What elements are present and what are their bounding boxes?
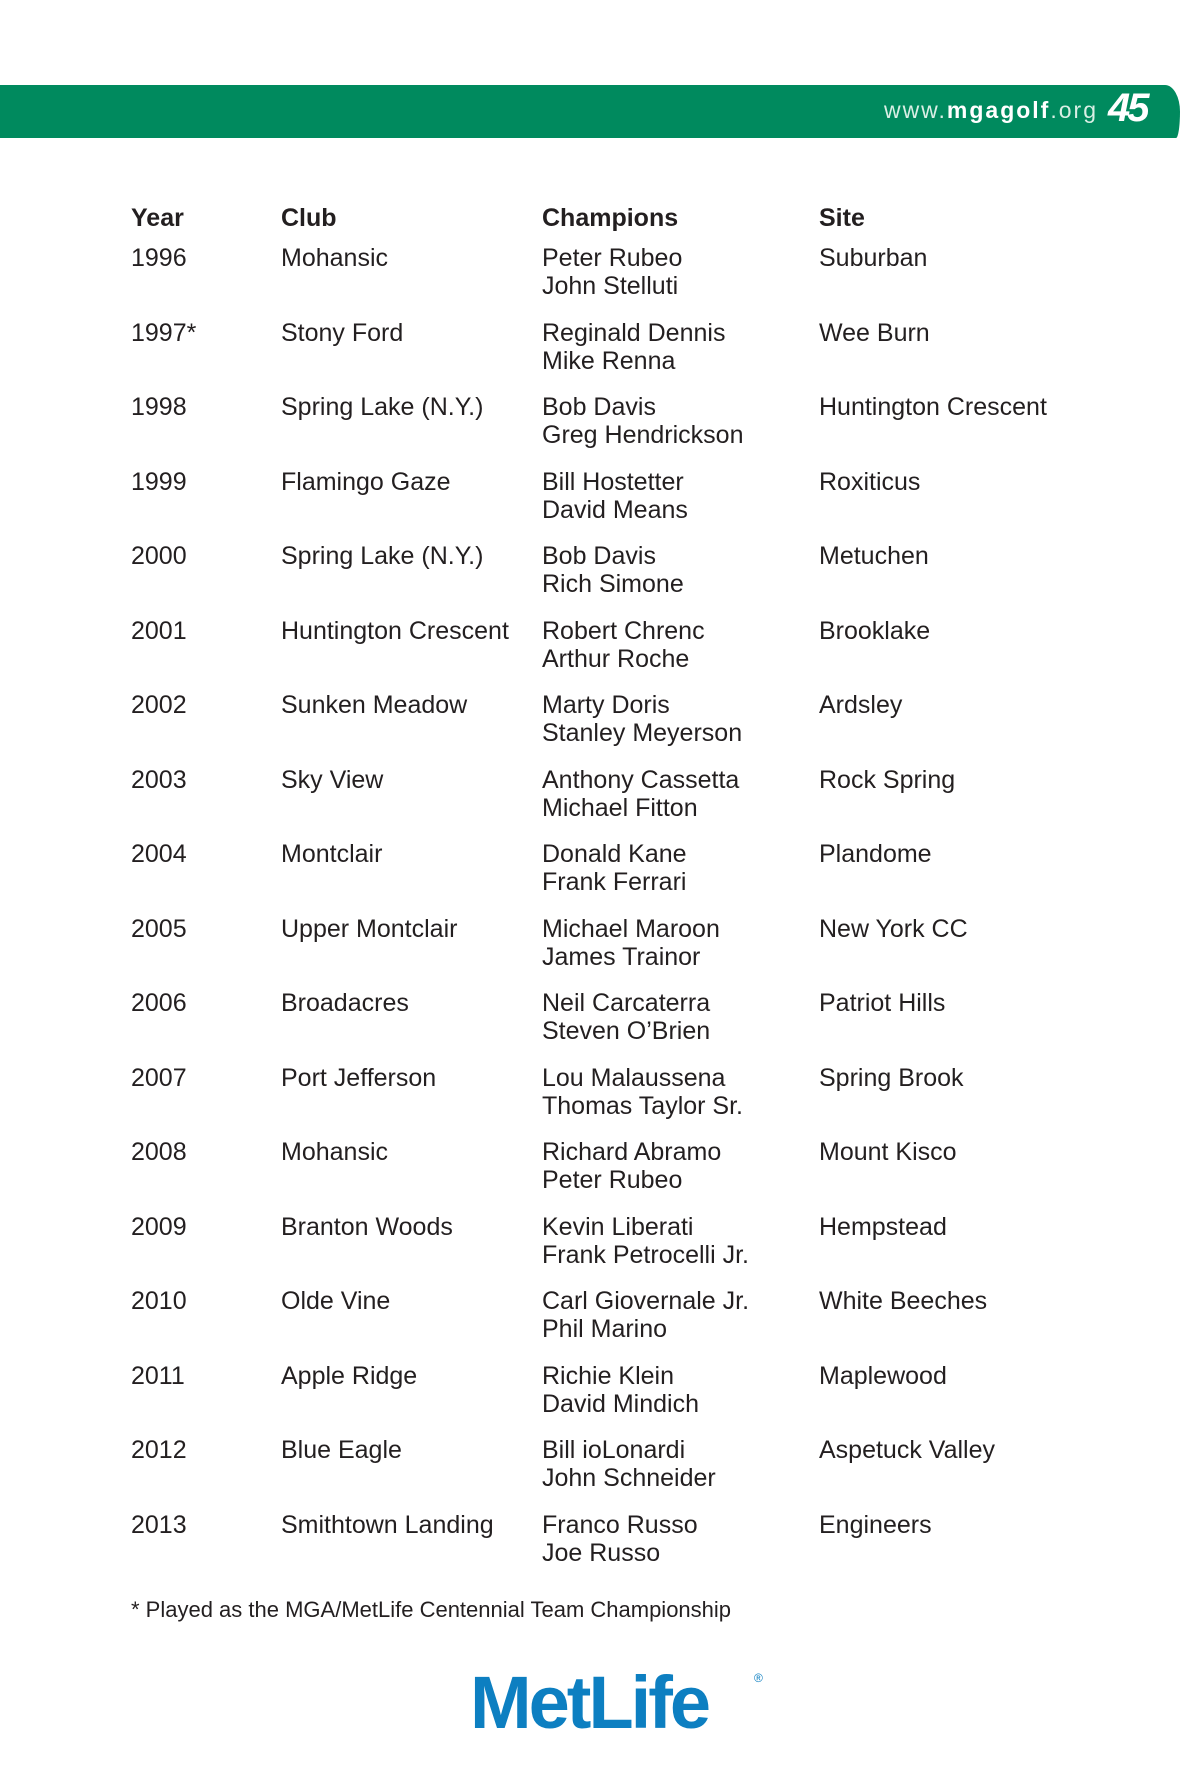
club-cell: Smithtown Landing [281,1510,494,1539]
club-cell: Montclair [281,840,383,868]
year-cell: 1997* [131,318,197,347]
club-cell: Stony Ford [281,318,404,347]
table-row [131,1362,1111,1437]
club-cell: Upper Montclair [281,914,458,943]
champion-name: Bob Davis [542,542,656,570]
table-row [131,1138,1111,1213]
club-cell: Mohansic [281,244,388,272]
table-row [131,244,1111,319]
champion-name: John Stelluti [542,272,679,300]
year-cell: 2002 [131,691,187,719]
club-cell: Apple Ridge [281,1361,418,1390]
table-row [131,617,1111,692]
site-cell: Wee Burn [819,318,930,347]
website-url[interactable]: www.mgagolf.org [883,97,1098,123]
club-cell: Port Jefferson [281,1063,437,1092]
champions-cell [542,766,739,822]
champions-cell [542,840,687,896]
footnote: * Played as the MGA/MetLife Centennial Team Championship [131,1597,732,1622]
site-cell: Spring Brook [819,1063,964,1092]
club-cell: Broadacres [281,989,409,1017]
table-header-row [131,204,1111,244]
champion-name: Neil Carcaterra [542,989,711,1017]
champions-cell [542,989,710,1045]
champion-name: Joe Russo [542,1538,661,1567]
metlife-logo [470,1660,770,1750]
site-cell: Hempstead [819,1212,947,1241]
club-cell: Spring Lake (N.Y.) [281,542,484,570]
site-cell: Patriot Hills [819,989,946,1017]
champions-cell [542,1213,749,1269]
table-row [131,393,1111,468]
club-cell: Mohansic [281,1138,388,1166]
club-cell: Sunken Meadow [281,691,468,719]
champion-name: Franco Russo [542,1510,698,1539]
champions-cell [542,1287,749,1343]
champion-name: Mike Renna [542,346,676,375]
site-cell: Suburban [819,244,928,272]
champions-cell [542,1064,743,1120]
table-row [131,1287,1111,1362]
table-row [131,1064,1111,1139]
champion-name: Marty Doris [542,691,670,719]
table-row [131,468,1111,543]
champions-cell [542,617,705,673]
champion-name: Carl Giovernale Jr. [542,1287,750,1315]
table-row [131,840,1111,915]
champion-name: Michael Maroon [542,914,720,943]
champions-cell [542,1511,698,1567]
year-cell: 2000 [131,542,187,570]
club-cell: Huntington Crescent [281,616,509,645]
table-body [131,244,1111,1585]
year-cell: 2005 [131,914,187,943]
champion-name: Bill ioLonardi [542,1436,686,1464]
year-cell: 1996 [131,244,187,272]
year-cell: 2004 [131,840,187,868]
table-row [131,319,1111,394]
champion-name: Reginald Dennis [542,318,726,347]
champion-name: Arthur Roche [542,644,690,673]
champions-cell [542,542,684,598]
champion-name: Frank Petrocelli Jr. [542,1240,750,1269]
champions-cell [542,1436,716,1492]
champion-name: Rich Simone [542,570,684,598]
table-row [131,691,1111,766]
champions-cell [542,393,743,449]
year-cell: 2009 [131,1212,187,1241]
site-cell: Mount Kisco [819,1138,957,1166]
site-cell: White Beeches [819,1287,988,1315]
champion-name: John Schneider [542,1464,716,1492]
champion-name: Anthony Cassetta [542,765,740,794]
champion-name: Donald Kane [542,840,687,868]
champion-name: Kevin Liberati [542,1212,694,1241]
champions-cell [542,691,742,747]
table-row [131,766,1111,841]
club-cell: Blue Eagle [281,1436,402,1464]
champion-name: Robert Chrenc [542,616,705,645]
year-cell: 2013 [131,1510,187,1539]
club-cell: Branton Woods [281,1212,453,1241]
champions-table [131,204,1111,1585]
champions-cell [542,1138,721,1194]
champion-name: Thomas Taylor Sr. [542,1091,744,1120]
champion-name: David Mindich [542,1389,700,1418]
champions-cell [542,915,720,971]
champion-name: Frank Ferrari [542,868,687,896]
champion-name: Greg Hendrickson [542,421,744,449]
table-row [131,542,1111,617]
champion-name: Peter Rubeo [542,244,683,272]
site-cell: Plandome [819,840,932,868]
champion-name: Richard Abramo [542,1138,722,1166]
champion-name: Peter Rubeo [542,1166,683,1194]
year-cell: 2003 [131,765,187,794]
column-header-champions: Champions [542,204,679,232]
metlife-logo-wordmark: MetLife [470,1661,708,1744]
site-cell: Huntington Crescent [819,393,1047,421]
champions-cell [542,244,682,300]
site-cell: Engineers [819,1510,932,1539]
site-cell: Metuchen [819,542,929,570]
table-row [131,1511,1111,1586]
club-cell: Flamingo Gaze [281,467,451,496]
champion-name: Steven O’Brien [542,1017,711,1045]
site-cell: Rock Spring [819,765,956,794]
site-cell: Brooklake [819,616,931,645]
table-row [131,1436,1111,1511]
year-cell: 2001 [131,616,187,645]
site-cell: Aspetuck Valley [819,1436,996,1464]
champion-name: David Means [542,495,688,524]
table-row [131,989,1111,1064]
champion-name: Bill Hostetter [542,467,684,496]
year-cell: 2010 [131,1287,187,1315]
year-cell: 1998 [131,393,187,421]
champions-cell [542,319,725,375]
champion-name: Michael Fitton [542,793,698,822]
champion-name: Richie Klein [542,1361,675,1390]
year-cell: 2008 [131,1138,187,1166]
site-cell: Maplewood [819,1361,947,1390]
champions-cell [542,1362,699,1418]
champion-name: Bob Davis [542,393,656,421]
column-header-site: Site [819,204,865,232]
year-cell: 1999 [131,467,187,496]
site-cell: New York CC [819,914,968,943]
champion-name: Phil Marino [542,1315,668,1343]
club-cell: Olde Vine [281,1287,391,1315]
registered-mark: ® [754,1671,763,1685]
champion-name: James Trainor [542,942,701,971]
table-row [131,1213,1111,1288]
site-cell: Ardsley [819,691,903,719]
champions-cell [542,468,688,524]
column-header-year: Year [131,204,184,232]
year-cell: 2012 [131,1436,187,1464]
club-cell: Sky View [281,765,384,794]
table-row [131,915,1111,990]
column-header-club: Club [281,204,337,232]
year-cell: 2007 [131,1063,187,1092]
page-number: 45 [1108,86,1147,130]
site-cell: Roxiticus [819,467,921,496]
year-cell: 2006 [131,989,187,1017]
year-cell: 2011 [131,1361,185,1390]
champion-name: Lou Malaussena [542,1063,726,1092]
club-cell: Spring Lake (N.Y.) [281,393,484,421]
champion-name: Stanley Meyerson [542,719,743,747]
